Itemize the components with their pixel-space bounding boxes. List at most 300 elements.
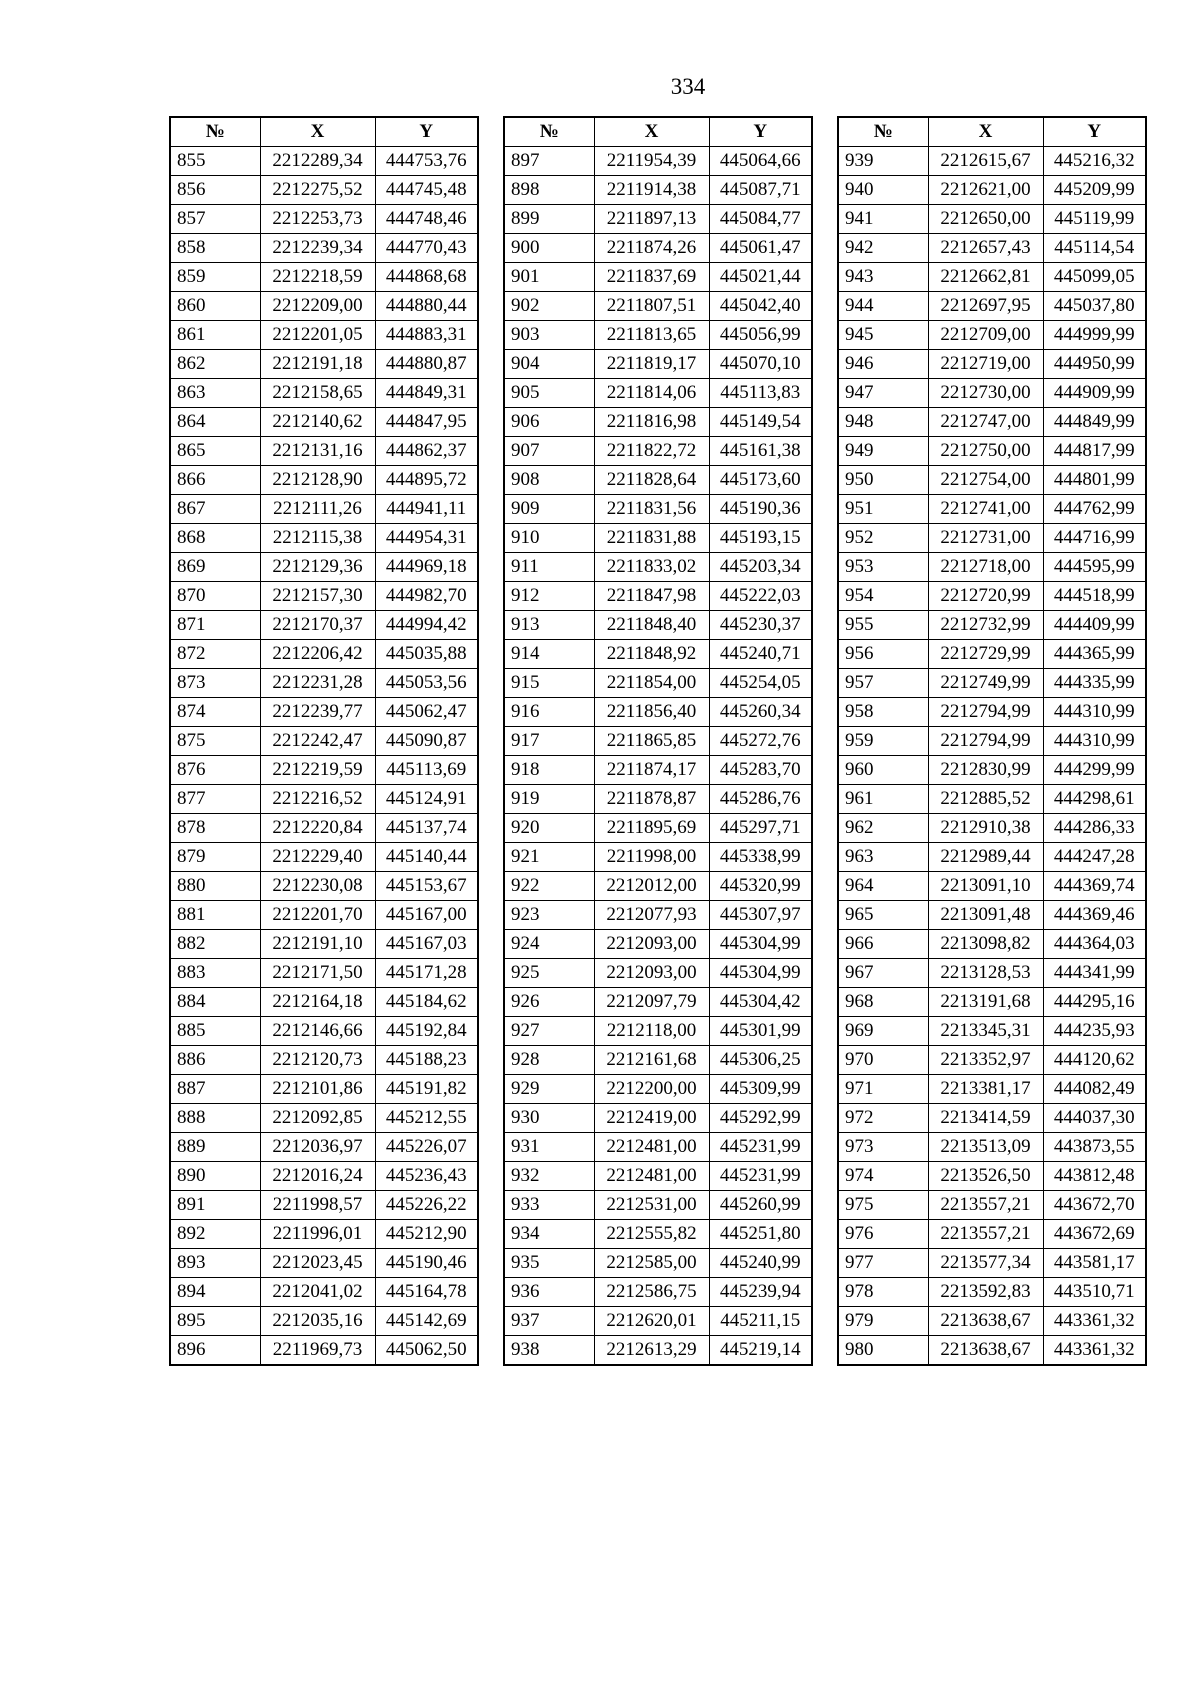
cell-y: 445306,25 [709,1046,812,1075]
cell-x: 2212206,42 [260,640,375,669]
cell-y: 445283,70 [709,756,812,785]
table-row [838,1278,1146,1307]
cell-x: 2213638,67 [928,1307,1043,1336]
table-row [504,843,812,872]
cell-y: 445254,05 [709,669,812,698]
table-row [504,1249,812,1278]
cell-y: 445090,87 [375,727,478,756]
table-row [838,1075,1146,1104]
table-row [838,872,1146,901]
cell-x: 2212218,59 [260,263,375,292]
table-row [170,1017,478,1046]
cell-x: 2211814,06 [594,379,709,408]
cell-number: 979 [838,1307,928,1336]
header-number: № [838,117,928,147]
cell-number: 898 [504,176,594,205]
cell-y: 444941,11 [375,495,478,524]
cell-y: 445064,66 [709,147,812,176]
cell-x: 2213526,50 [928,1162,1043,1191]
cell-number: 966 [838,930,928,959]
cell-x: 2212830,99 [928,756,1043,785]
cell-y: 445301,99 [709,1017,812,1046]
cell-number: 869 [170,553,260,582]
table-row [170,640,478,669]
table-row [838,988,1146,1017]
table-row [170,1046,478,1075]
cell-y: 444364,03 [1043,930,1146,959]
cell-x: 2211874,17 [594,756,709,785]
cell-x: 2211807,51 [594,292,709,321]
cell-number: 871 [170,611,260,640]
cell-x: 2212747,00 [928,408,1043,437]
table-row [170,785,478,814]
cell-number: 957 [838,669,928,698]
cell-x: 2212170,37 [260,611,375,640]
cell-number: 915 [504,669,594,698]
cell-y: 445192,84 [375,1017,478,1046]
table-row [504,814,812,843]
header-y: Y [1043,117,1146,147]
table-row [170,1133,478,1162]
cell-x: 2213191,68 [928,988,1043,1017]
cell-y: 444120,62 [1043,1046,1146,1075]
cell-number: 956 [838,640,928,669]
cell-number: 961 [838,785,928,814]
cell-number: 920 [504,814,594,843]
cell-number: 939 [838,147,928,176]
cell-x: 2212709,00 [928,321,1043,350]
cell-x: 2211998,57 [260,1191,375,1220]
cell-x: 2212239,34 [260,234,375,263]
table-row [504,1104,812,1133]
table-row [170,727,478,756]
table-row [504,437,812,466]
header-number: № [170,117,260,147]
cell-x: 2212555,82 [594,1220,709,1249]
table-row [504,147,812,176]
cell-y: 444762,99 [1043,495,1146,524]
cell-x: 2212657,43 [928,234,1043,263]
cell-number: 970 [838,1046,928,1075]
cell-x: 2212120,73 [260,1046,375,1075]
cell-y: 445286,76 [709,785,812,814]
cell-number: 923 [504,901,594,930]
cell-y: 445338,99 [709,843,812,872]
cell-number: 861 [170,321,260,350]
table-row [170,234,478,263]
table-row [504,727,812,756]
cell-number: 953 [838,553,928,582]
cell-y: 444954,31 [375,524,478,553]
table-row [170,147,478,176]
cell-number: 912 [504,582,594,611]
cell-y: 445140,44 [375,843,478,872]
cell-x: 2212586,75 [594,1278,709,1307]
coordinates-table-2 [503,116,813,1366]
table-row [170,176,478,205]
cell-number: 921 [504,843,594,872]
cell-y: 445307,97 [709,901,812,930]
cell-x: 2212111,26 [260,495,375,524]
cell-number: 857 [170,205,260,234]
table-row [504,1220,812,1249]
coordinates-table-1 [169,116,479,1366]
table-row [838,1220,1146,1249]
table-row [504,901,812,930]
table-row [838,1104,1146,1133]
cell-x: 2211954,39 [594,147,709,176]
cell-y: 444895,72 [375,466,478,495]
cell-y: 444748,46 [375,205,478,234]
table-row [838,408,1146,437]
cell-number: 909 [504,495,594,524]
table-row [838,901,1146,930]
cell-x: 2212157,30 [260,582,375,611]
cell-y: 445021,44 [709,263,812,292]
cell-x: 2212200,00 [594,1075,709,1104]
cell-number: 892 [170,1220,260,1249]
cell-y: 445042,40 [709,292,812,321]
table-row [504,988,812,1017]
table-row [838,727,1146,756]
table-row [504,756,812,785]
cell-x: 2212732,99 [928,611,1043,640]
cell-number: 944 [838,292,928,321]
cell-x: 2212093,00 [594,930,709,959]
cell-y: 445037,80 [1043,292,1146,321]
cell-number: 978 [838,1278,928,1307]
cell-x: 2211819,17 [594,350,709,379]
table-row [170,1075,478,1104]
cell-number: 879 [170,843,260,872]
cell-x: 2212230,08 [260,872,375,901]
cell-number: 873 [170,669,260,698]
cell-y: 445190,46 [375,1249,478,1278]
cell-y: 445149,54 [709,408,812,437]
cell-y: 444969,18 [375,553,478,582]
table-row [504,582,812,611]
cell-x: 2212209,00 [260,292,375,321]
cell-y: 445188,23 [375,1046,478,1075]
cell-x: 2212115,38 [260,524,375,553]
cell-y: 444994,42 [375,611,478,640]
cell-number: 876 [170,756,260,785]
table-body [838,147,1146,1366]
table-row [504,872,812,901]
table-row [170,756,478,785]
cell-number: 917 [504,727,594,756]
cell-number: 971 [838,1075,928,1104]
cell-x: 2212720,99 [928,582,1043,611]
cell-y: 445309,99 [709,1075,812,1104]
table-row [170,1336,478,1366]
cell-number: 942 [838,234,928,263]
cell-x: 2212219,59 [260,756,375,785]
cell-number: 918 [504,756,594,785]
cell-x: 2211895,69 [594,814,709,843]
cell-y: 444341,99 [1043,959,1146,988]
cell-x: 2212191,18 [260,350,375,379]
cell-number: 932 [504,1162,594,1191]
table-row [170,872,478,901]
table-row [504,466,812,495]
cell-number: 868 [170,524,260,553]
cell-y: 444883,31 [375,321,478,350]
cell-number: 896 [170,1336,260,1366]
table-row [504,553,812,582]
cell-x: 2211878,87 [594,785,709,814]
cell-x: 2211865,85 [594,727,709,756]
cell-x: 2211847,98 [594,582,709,611]
cell-number: 908 [504,466,594,495]
cell-x: 2211816,98 [594,408,709,437]
table-row [170,901,478,930]
cell-number: 882 [170,930,260,959]
cell-y: 445161,38 [709,437,812,466]
cell-x: 2212129,36 [260,553,375,582]
cell-number: 866 [170,466,260,495]
cell-number: 974 [838,1162,928,1191]
table-row [504,1133,812,1162]
cell-y: 445230,37 [709,611,812,640]
cell-number: 884 [170,988,260,1017]
table-row [504,1162,812,1191]
cell-y: 445167,00 [375,901,478,930]
cell-x: 2212729,99 [928,640,1043,669]
cell-number: 927 [504,1017,594,1046]
cell-x: 2212910,38 [928,814,1043,843]
cell-y: 445119,99 [1043,205,1146,234]
cell-x: 2213638,67 [928,1336,1043,1366]
table-row [838,147,1146,176]
cell-y: 445061,47 [709,234,812,263]
cell-number: 975 [838,1191,928,1220]
cell-number: 972 [838,1104,928,1133]
table-body [504,147,812,1366]
cell-y: 445056,99 [709,321,812,350]
cell-x: 2212201,05 [260,321,375,350]
cell-x: 2212035,16 [260,1307,375,1336]
table-row [838,959,1146,988]
table-row [170,698,478,727]
table-row [838,843,1146,872]
cell-number: 859 [170,263,260,292]
cell-x: 2212754,00 [928,466,1043,495]
cell-number: 949 [838,437,928,466]
cell-x: 2212146,66 [260,1017,375,1046]
cell-number: 885 [170,1017,260,1046]
cell-number: 910 [504,524,594,553]
table-row [504,350,812,379]
cell-x: 2212730,00 [928,379,1043,408]
cell-number: 964 [838,872,928,901]
cell-x: 2213091,10 [928,872,1043,901]
table-row [838,1336,1146,1366]
cell-x: 2212041,02 [260,1278,375,1307]
cell-x: 2213577,34 [928,1249,1043,1278]
cell-y: 444235,93 [1043,1017,1146,1046]
cell-x: 2212128,90 [260,466,375,495]
table-row [170,1191,478,1220]
table-row [838,292,1146,321]
cell-number: 903 [504,321,594,350]
cell-x: 2212164,18 [260,988,375,1017]
cell-number: 963 [838,843,928,872]
table-row [170,930,478,959]
cell-number: 886 [170,1046,260,1075]
cell-number: 881 [170,901,260,930]
cell-y: 445153,67 [375,872,478,901]
cell-y: 444247,28 [1043,843,1146,872]
table-row [170,843,478,872]
cell-y: 444999,99 [1043,321,1146,350]
cell-y: 444082,49 [1043,1075,1146,1104]
cell-number: 891 [170,1191,260,1220]
cell-y: 445304,99 [709,959,812,988]
header-y: Y [375,117,478,147]
cell-number: 977 [838,1249,928,1278]
cell-y: 445203,34 [709,553,812,582]
cell-x: 2212275,52 [260,176,375,205]
cell-y: 445304,99 [709,930,812,959]
cell-number: 864 [170,408,260,437]
cell-number: 951 [838,495,928,524]
cell-y: 445226,07 [375,1133,478,1162]
cell-y: 445240,99 [709,1249,812,1278]
cell-y: 444310,99 [1043,727,1146,756]
cell-number: 894 [170,1278,260,1307]
cell-number: 976 [838,1220,928,1249]
cell-number: 890 [170,1162,260,1191]
table-row [838,785,1146,814]
cell-y: 445240,71 [709,640,812,669]
cell-y: 445260,34 [709,698,812,727]
cell-x: 2213414,59 [928,1104,1043,1133]
cell-number: 950 [838,466,928,495]
table-row [504,1336,812,1366]
table-row [838,263,1146,292]
table-row [504,408,812,437]
cell-y: 445137,74 [375,814,478,843]
cell-number: 941 [838,205,928,234]
cell-y: 445236,43 [375,1162,478,1191]
cell-y: 445190,36 [709,495,812,524]
cell-number: 933 [504,1191,594,1220]
cell-y: 445212,55 [375,1104,478,1133]
cell-number: 889 [170,1133,260,1162]
cell-x: 2212289,34 [260,147,375,176]
table-row [170,959,478,988]
cell-y: 445231,99 [709,1162,812,1191]
table-row [170,292,478,321]
table-body [170,147,478,1366]
cell-y: 445251,80 [709,1220,812,1249]
cell-x: 2212620,01 [594,1307,709,1336]
cell-y: 445113,69 [375,756,478,785]
cell-y: 443672,70 [1043,1191,1146,1220]
table-row [838,1133,1146,1162]
header-y: Y [709,117,812,147]
cell-y: 443510,71 [1043,1278,1146,1307]
table-row [170,1278,478,1307]
cell-number: 919 [504,785,594,814]
cell-y: 445164,78 [375,1278,478,1307]
table-row [838,1162,1146,1191]
cell-number: 960 [838,756,928,785]
cell-y: 445219,14 [709,1336,812,1366]
cell-x: 2212023,45 [260,1249,375,1278]
cell-number: 922 [504,872,594,901]
table-row [504,930,812,959]
table-row [838,669,1146,698]
cell-number: 943 [838,263,928,292]
cell-x: 2212749,99 [928,669,1043,698]
cell-number: 954 [838,582,928,611]
cell-number: 925 [504,959,594,988]
cell-x: 2212229,40 [260,843,375,872]
table-row [838,930,1146,959]
table-row [170,611,478,640]
cell-x: 2212531,00 [594,1191,709,1220]
cell-y: 445304,42 [709,988,812,1017]
cell-y: 445062,47 [375,698,478,727]
cell-x: 2213557,21 [928,1191,1043,1220]
cell-x: 2212036,97 [260,1133,375,1162]
cell-number: 965 [838,901,928,930]
cell-y: 445212,90 [375,1220,478,1249]
cell-y: 445114,54 [1043,234,1146,263]
cell-x: 2212242,47 [260,727,375,756]
cell-y: 444310,99 [1043,698,1146,727]
cell-number: 948 [838,408,928,437]
table-row [504,524,812,553]
cell-x: 2212220,84 [260,814,375,843]
cell-x: 2212191,10 [260,930,375,959]
table-row [504,176,812,205]
cell-x: 2213381,17 [928,1075,1043,1104]
cell-x: 2212750,00 [928,437,1043,466]
cell-y: 444409,99 [1043,611,1146,640]
table-row [504,292,812,321]
cell-x: 2212718,00 [928,553,1043,582]
table-row [838,698,1146,727]
table-row [838,234,1146,263]
table-row [838,495,1146,524]
cell-y: 443581,17 [1043,1249,1146,1278]
table-row [838,350,1146,379]
cell-y: 445231,99 [709,1133,812,1162]
cell-number: 980 [838,1336,928,1366]
cell-number: 875 [170,727,260,756]
cell-number: 955 [838,611,928,640]
cell-y: 445320,99 [709,872,812,901]
table-row [170,350,478,379]
cell-x: 2211998,00 [594,843,709,872]
cell-y: 444286,33 [1043,814,1146,843]
table-row [838,321,1146,350]
cell-number: 934 [504,1220,594,1249]
table-row [504,263,812,292]
cell-x: 2211856,40 [594,698,709,727]
cell-x: 2212216,52 [260,785,375,814]
table-row [170,524,478,553]
cell-number: 929 [504,1075,594,1104]
cell-x: 2211813,65 [594,321,709,350]
cell-y: 444753,76 [375,147,478,176]
cell-y: 445084,77 [709,205,812,234]
cell-y: 445053,56 [375,669,478,698]
cell-number: 924 [504,930,594,959]
